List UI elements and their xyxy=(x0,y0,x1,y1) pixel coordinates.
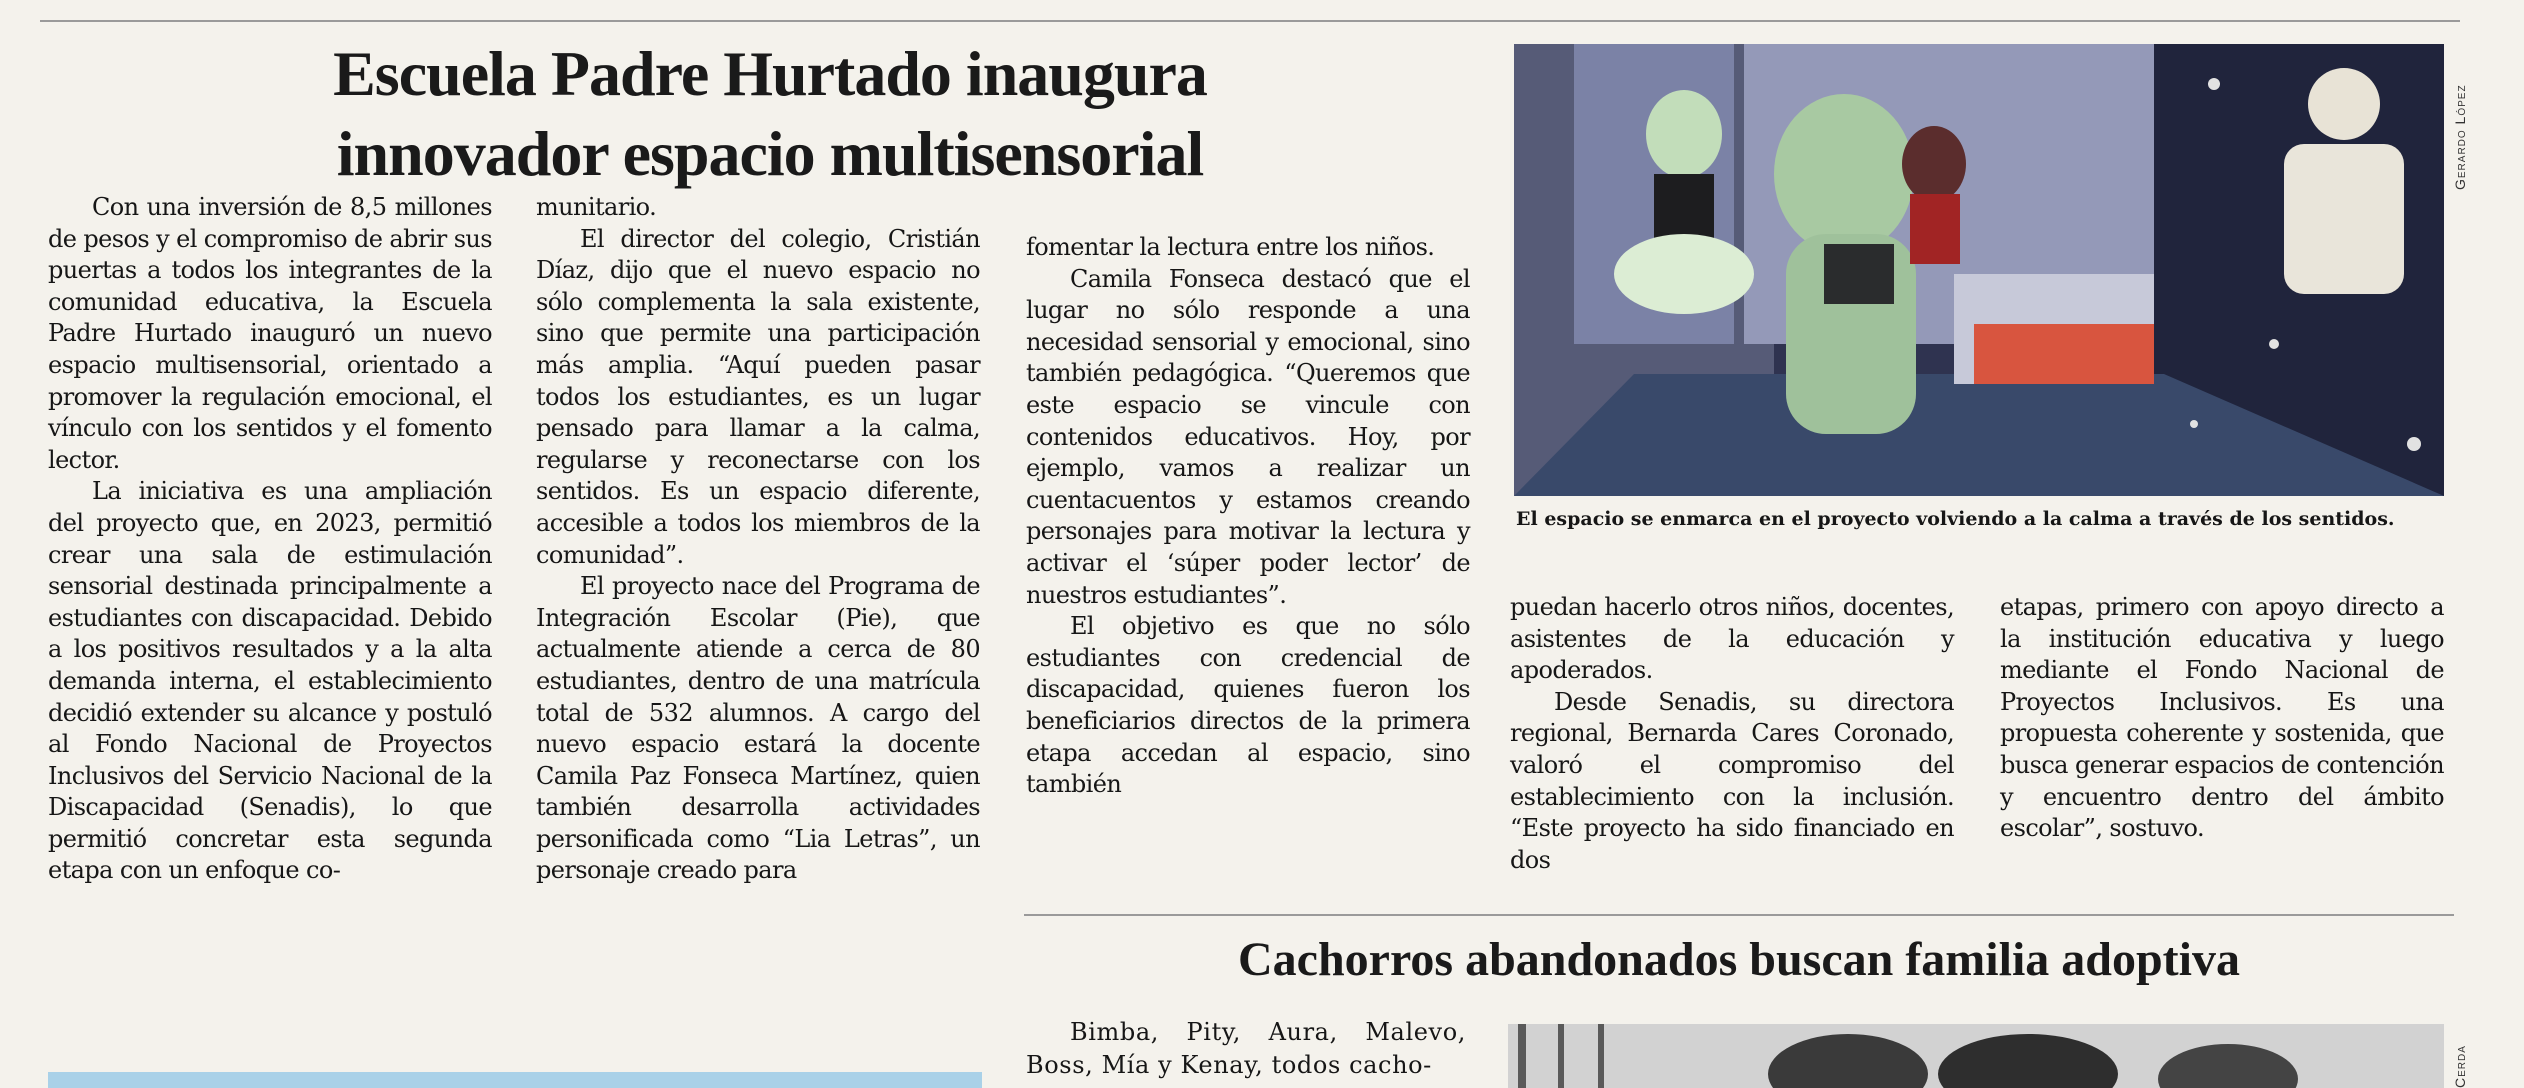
paragraph: El objetivo es que no sólo estudiantes con credencial de discapacidad, quienes fueron los beneficiarios directos de la primera etapa accedan al espacio, sino también xyxy=(1026,612,1470,799)
photo-credit: Gerardo López xyxy=(2452,84,2468,190)
headline-line-2: innovador espacio multisensorial xyxy=(336,118,1204,189)
section-rule xyxy=(1024,914,2454,916)
article-column-4 xyxy=(1510,592,1954,876)
second-article-headline: Cachorros abandonados buscan familia adoptiva xyxy=(1238,933,2240,986)
paragraph-continuation: munitario. xyxy=(536,193,657,221)
photo-caption: El espacio se enmarca en el proyecto volviendo a la calma a través de los sentidos. xyxy=(1516,508,2395,530)
second-article-column xyxy=(1026,1016,1466,1082)
paragraph: Con una inversión de 8,5 millones de pesos y el compromiso de abrir sus puertas a todos los integrantes de la comunidad educativa, la Escuela Padre Hurtado inauguró un nuevo espacio multisensorial, orientado a promover la regulación emocional, el vínculo con los sentidos y el fomento lector. xyxy=(48,193,492,474)
headline-line-1: Escuela Padre Hurtado inaugura xyxy=(333,38,1207,109)
paragraph-continuation: fomentar la lectura entre los niños. xyxy=(1026,233,1435,261)
paragraph: La iniciativa es una ampliación del proyecto que, en 2023, permitió crear una sala de estimulación sensorial destinada principalmente a estudiantes con discapacidad. Debido a los positivos resultados y a la alta demanda interna, el establecimiento decidió extender su alcance y postuló al Fondo Nacional de Proyectos Inclusivos del Servicio Nacional de la Discapacidad (Senadis), lo que permitió concretar esta segunda etapa con un enfoque co- xyxy=(48,477,492,885)
photo2-illustration xyxy=(1508,1024,2444,1088)
photo-illustration xyxy=(1514,44,2444,496)
paragraph-continuation: puedan hacerlo otros niños, docentes, asistentes de la educación y apoderados. xyxy=(1510,593,1954,685)
article-column-5 xyxy=(2000,592,2444,845)
paragraph-continuation: etapas, primero con apoyo directo a la institución educativa y luego mediante el Fondo Nacional de Proyectos Inclusivos. Es una propuesta coherente y sostenida, que busca generar espacios de contención y encuentro dentro del ámbito escolar”, sostuvo. xyxy=(2000,593,2444,843)
article-photo xyxy=(1514,44,2444,496)
second-article-photo xyxy=(1508,1024,2444,1088)
article-headline xyxy=(290,34,1250,194)
info-box xyxy=(48,1072,982,1088)
article-column-3 xyxy=(1026,232,1470,801)
article-column-2 xyxy=(536,192,980,887)
paragraph: Bimba, Pity, Aura, Malevo, Boss, Mía y Kenay, todos cacho- xyxy=(1026,1018,1466,1079)
paragraph: Camila Fonseca destacó que el lugar no sólo responde a una necesidad sensorial y emocional, sino también pedagógica. “Queremos que este espacio se vincule con contenidos educativos. Hoy, por ejemplo, vamos a realizar un cuentacuentos y estamos creando personajes para motivar la lectura y activar el ‘súper poder lector’ de nuestros estudiantes”. xyxy=(1026,264,1470,609)
article-column-1 xyxy=(48,192,492,887)
paragraph: Desde Senadis, su directora regional, Bernarda Cares Coronado, valoró el compromiso del establecimiento con la inclusión. “Este proyecto ha sido financiado en dos xyxy=(1510,687,1954,874)
photo2-credit: Cerda xyxy=(2452,1045,2468,1088)
top-rule xyxy=(40,20,2460,22)
paragraph: El proyecto nace del Programa de Integración Escolar (Pie), que actualmente atiende a cerca de 80 estudiantes, dentro de una matrícula total de 532 alumnos. A cargo del nuevo espacio estará la docente Camila Paz Fonseca Martínez, quien también desarrolla actividades personificada como “Lia Letras”, un personaje creado para xyxy=(536,572,980,885)
paragraph: El director del colegio, Cristián Díaz, dijo que el nuevo espacio no sólo complementa la sala existente, sino que permite una participación más amplia. “Aquí pueden pasar todos los estudiantes, es un lugar pensado para llamar a la calma, regularse y reconectarse con los sentidos. Es un espacio diferente, accesible a todos los miembros de la comunidad”. xyxy=(536,224,980,569)
